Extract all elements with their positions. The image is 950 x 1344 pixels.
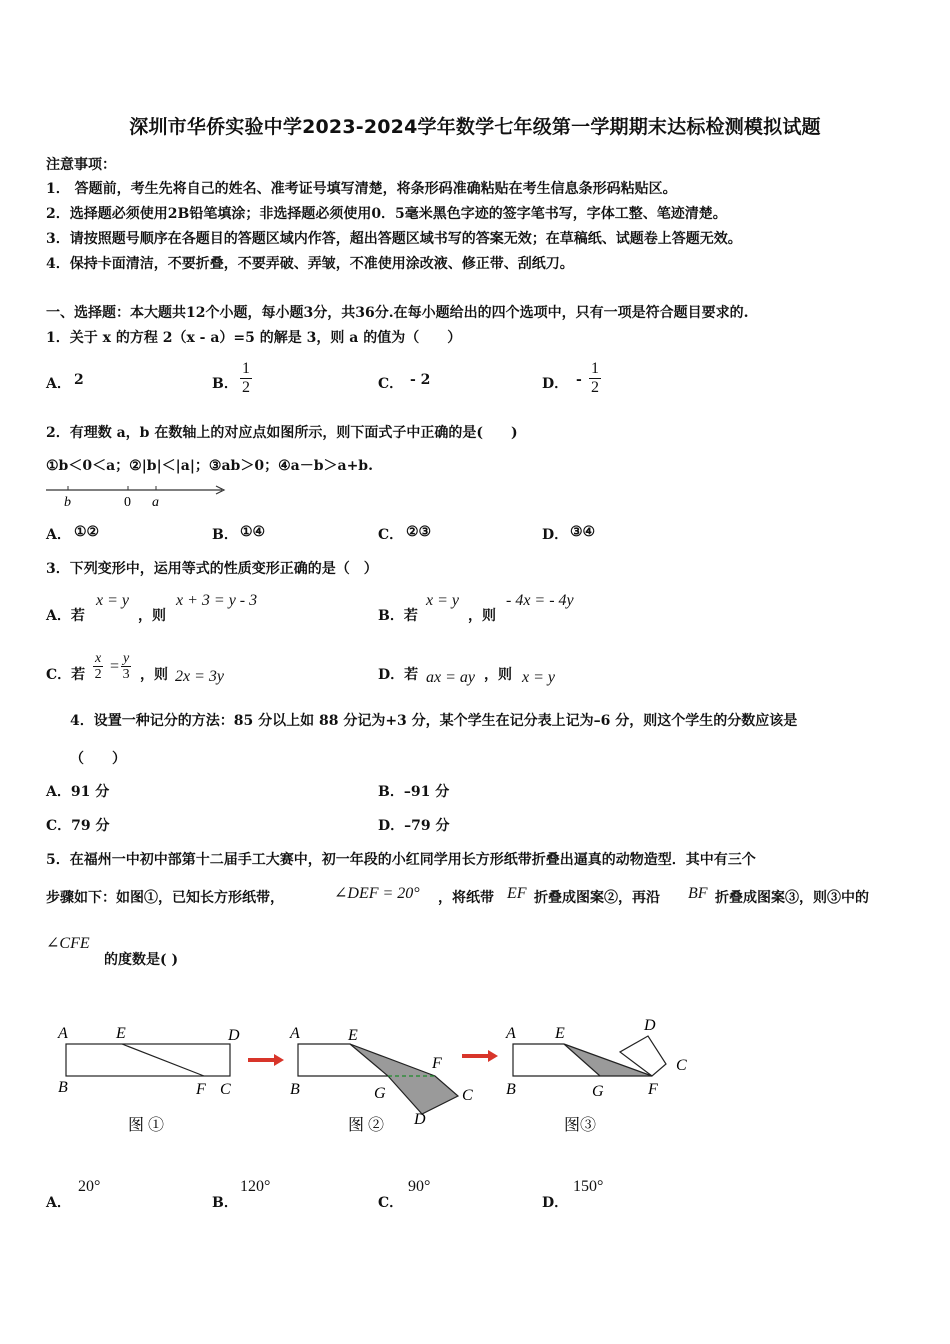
- q1-stem: 1．关于 x 的方程 2（x - a）=5 的解是 3，则 a 的值为（ ）: [46, 330, 462, 346]
- q3-option-b-prefix: B．若: [378, 608, 418, 624]
- q4-option-a: A．91 分: [46, 784, 110, 800]
- q2-stem: 2．有理数 a，b 在数轴上的对应点如图所示，则下面式子中正确的是( ): [46, 425, 518, 441]
- q5-option-c-label: C．: [378, 1195, 404, 1211]
- q5-line-2c: 折叠成图案②，再沿: [534, 890, 660, 906]
- q5-angle-cfe: ∠CFE: [46, 935, 90, 952]
- q3-c-fraction-x: [93, 651, 103, 682]
- q3-option-c-result: 2x = 3y: [175, 668, 224, 685]
- fig3-label-e: E: [555, 1025, 565, 1042]
- q3-c-den-3: 3: [122, 667, 130, 682]
- arrow-right-icon: [462, 1050, 498, 1062]
- fig2-label-g: G: [374, 1085, 386, 1102]
- q2-option-d-label: D．: [542, 527, 569, 543]
- q5-option-d-label: D．: [542, 1195, 569, 1211]
- fig1-label-a: A: [58, 1025, 68, 1042]
- q4-option-c: C．79 分: [46, 818, 110, 834]
- q1-option-a-label: A．: [46, 376, 71, 392]
- q5-option-a-label: A．: [46, 1195, 71, 1211]
- q1-b-denominator: 2: [242, 379, 250, 396]
- q2-statements: ①b＜0＜a；②|b|＜|a|；③ab＞0；④a－b＞a+b.: [46, 458, 373, 474]
- fig1-label-b: B: [58, 1079, 68, 1096]
- fig1-fold-line: [122, 1044, 204, 1076]
- q5-option-d-value: 150°: [573, 1178, 604, 1195]
- q3-option-b-then: ，则: [468, 608, 496, 624]
- fig2-label-e: E: [348, 1027, 358, 1044]
- fig3-label-g: G: [592, 1083, 604, 1100]
- number-line-figure: [44, 480, 234, 510]
- fig2-label-c: C: [462, 1087, 473, 1104]
- q3-c-fraction-y: [121, 651, 131, 682]
- section-heading: 一、选择题：本大题共12个小题，每小题3分，共36分.在每小题给出的四个选项中，只有一项是符合题目要求的.: [46, 305, 749, 321]
- q5-bf: BF: [688, 885, 708, 902]
- q3-option-c-then: ，则: [140, 667, 168, 683]
- fig2-label-f: F: [432, 1055, 442, 1072]
- q1-option-b-fraction: [240, 360, 252, 397]
- q3-option-d-result: x = y: [522, 669, 555, 686]
- q1-option-c-label: C．: [378, 376, 404, 392]
- q2-option-b-value: ①④: [240, 524, 266, 540]
- q3-option-a-condition: x = y: [96, 592, 129, 609]
- q2-option-a-value: ①②: [74, 524, 100, 540]
- q2-option-b-label: B．: [212, 527, 238, 543]
- q3-option-c-prefix: C．若: [46, 667, 86, 683]
- q5-option-b-value: 120°: [240, 1178, 271, 1195]
- q2-option-c-value: ②③: [406, 524, 432, 540]
- q3-option-b-condition: x = y: [426, 592, 459, 609]
- q3-option-b-result: - 4x = - 4y: [506, 592, 574, 609]
- fig1-rectangle: [66, 1044, 230, 1076]
- q1-option-b-label: B．: [212, 376, 238, 392]
- q5-line-2b: ，将纸带: [438, 890, 494, 906]
- q1-option-d-sign: -: [576, 372, 582, 388]
- notice-item-1: 1． 答题前，考生先将自己的姓名、准考证号填写清楚，将条形码准确粘贴在考生信息条形码粘贴区。: [46, 181, 677, 197]
- q4-option-d: D．–79 分: [378, 818, 450, 834]
- fig3-label-a: A: [506, 1025, 516, 1042]
- notice-item-4: 4．保持卡面清洁，不要折叠，不要弄破、弄皱，不准使用涂改液、修正带、刮纸刀。: [46, 256, 574, 272]
- fig1-label-f: F: [196, 1081, 206, 1098]
- notice-item-3: 3．请按照题号顺序在各题目的答题区域内作答，超出答题区域书写的答案无效；在草稿纸、试题卷上答题无效。: [46, 231, 742, 247]
- q5-option-b-label: B．: [212, 1195, 238, 1211]
- notice-heading: 注意事项：: [46, 157, 116, 173]
- arrow-right-icon: [248, 1054, 284, 1066]
- fig3-label-b: B: [506, 1081, 516, 1098]
- q3-c-equals: =: [110, 658, 120, 675]
- q3-c-num-x: x: [95, 651, 102, 666]
- fig1-label-d: D: [228, 1027, 240, 1044]
- figure-2: [289, 1025, 473, 1134]
- fig2-label-b: B: [290, 1081, 300, 1098]
- q5-option-c-value: 90°: [408, 1178, 431, 1195]
- q3-c-den-2: 2: [94, 667, 102, 682]
- q3-option-d-prefix: D．若: [378, 667, 419, 683]
- q1-d-numerator: 1: [591, 360, 599, 377]
- q5-angle-def: ∠DEF = 20°: [334, 885, 420, 902]
- fig3-label-d: D: [644, 1017, 656, 1034]
- page-title: 深圳市华侨实验中学2023-2024学年数学七年级第一学期期末达标检测模拟试题: [129, 116, 821, 138]
- q3-c-num-y: y: [123, 651, 130, 666]
- q3-stem: 3．下列变形中，运用等式的性质变形正确的是（ ）: [46, 561, 378, 577]
- q5-line-3: 的度数是( ): [104, 952, 179, 968]
- figure-1: [57, 1025, 240, 1134]
- label-a: a: [152, 495, 159, 510]
- figure-3: [505, 1017, 687, 1134]
- q5-line-2a: 步骤如下：如图①，已知长方形纸带，: [46, 890, 284, 906]
- q5-line-1: 5．在福州一中初中部第十二届手工大赛中，初一年段的小红同学用长方形纸带折叠出逼真的动物造型．其中有三个: [46, 852, 756, 868]
- fig3-folded-part: [564, 1044, 652, 1076]
- fig2-folded-part: [350, 1044, 458, 1114]
- q3-option-a-prefix: A．若: [46, 608, 85, 624]
- fig2-label-a: A: [290, 1025, 300, 1042]
- q1-option-d-label: D．: [542, 376, 569, 392]
- q2-option-a-label: A．: [46, 527, 71, 543]
- fig2-label-d: D: [414, 1111, 426, 1128]
- q4-option-b: B．–91 分: [378, 784, 450, 800]
- fig3-label-f: F: [648, 1081, 658, 1098]
- q1-option-d-fraction: [589, 360, 601, 397]
- q2-option-d-value: ③④: [570, 524, 596, 540]
- fig2-caption: 图 ②: [348, 1117, 385, 1134]
- fig1-label-c: C: [220, 1081, 231, 1098]
- q5-ef: EF: [507, 885, 527, 902]
- q2-option-c-label: C．: [378, 527, 404, 543]
- q5-option-a-value: 20°: [78, 1178, 101, 1195]
- fig1-caption: 图 ①: [128, 1117, 165, 1134]
- q1-b-numerator: 1: [242, 360, 250, 377]
- folding-figures: [52, 1012, 702, 1142]
- q1-d-denominator: 2: [591, 379, 599, 396]
- q5-line-2d: 折叠成图案③，则③中的: [715, 890, 869, 906]
- fig3-label-c: C: [676, 1057, 687, 1074]
- notice-item-2: 2．选择题必须使用2B铅笔填涂；非选择题必须使用0．5毫米黑色字迹的签字笔书写，字体工整、笔迹清楚。: [46, 206, 727, 222]
- label-b: b: [64, 495, 71, 510]
- q3-option-d-condition: ax = ay: [426, 669, 475, 686]
- label-0: 0: [124, 495, 131, 510]
- q3-option-a-then: ，则: [138, 608, 166, 624]
- fig1-label-e: E: [116, 1025, 126, 1042]
- q3-option-d-then: ，则: [484, 667, 512, 683]
- q1-option-c-value: - 2: [410, 372, 431, 388]
- q4-stem: 4．设置一种记分的方法：85 分以上如 88 分记为+3 分，某个学生在记分表上记为–6 分，则这个学生的分数应该是: [70, 713, 798, 729]
- q3-option-a-result: x + 3 = y - 3: [176, 592, 258, 609]
- q4-paren: （ ）: [70, 751, 126, 767]
- q1-option-a-value: 2: [74, 372, 84, 388]
- fig3-caption: 图③: [564, 1117, 597, 1134]
